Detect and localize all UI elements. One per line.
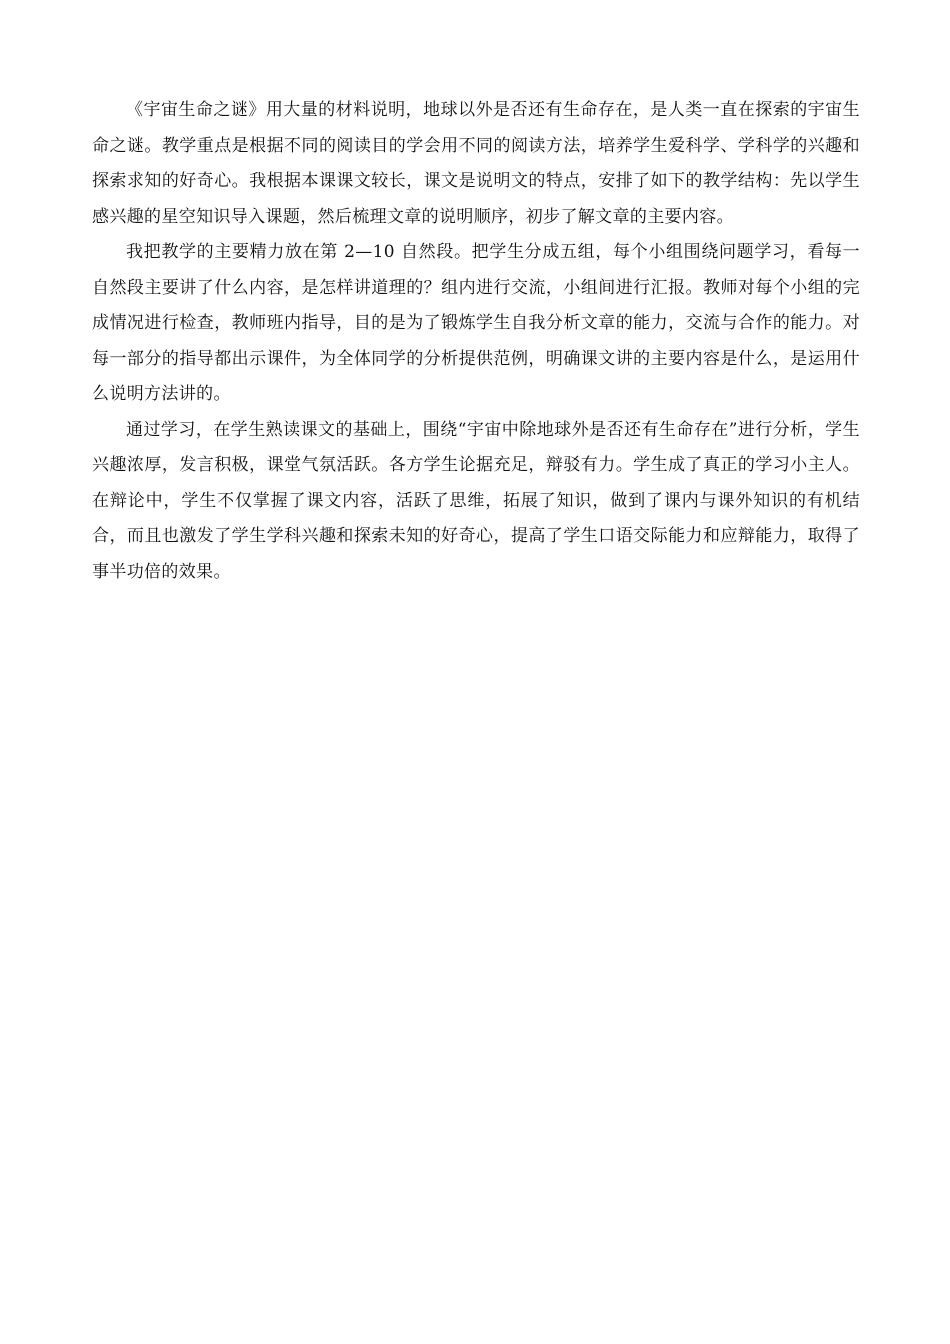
- paragraph-outcome: 通过学习，在学生熟读课文的基础上，围绕“宇宙中除地球外是否还有生命存在”进行分析，学生兴趣浓厚，发言积极，课堂气氛活跃。各方学生论据充足，辩驳有力。学生成了真正的学习小主人。在辩论中，学生不仅掌握了课文内容，活跃了思维，拓展了知识，做到了课内与课外知识的有机结合，而且也激发了学生学科兴趣和探索未知的好奇心，提高了学生口语交际能力和应辩能力，取得了事半功倍的效果。: [92, 419, 860, 582]
- paragraph-teaching-method: 我把教学的主要精力放在第 2—10 自然段。把学生分成五组，每个小组围绕问题学习，看每一自然段主要讲了什么内容，是怎样讲道理的？组内进行交流，小组间进行汇报。教师对每个小组的完成情况进行检查，教师班内指导，目的是为了锻炼学生自我分析文章的能力，交流与合作的能力。对每一部分的指导都出示课件，为全体同学的分析提供范例，明确课文讲的主要内容是什么，是运用什么说明方法讲的。: [92, 242, 860, 404]
- document-body: [92, 93, 860, 590]
- paragraph-intro: 《宇宙生命之谜》用大量的材料说明，地球以外是否还有生命存在，是人类一直在探索的宇宙生命之谜。教学重点是根据不同的阅读目的学会用不同的阅读方法，培养学生爱科学、学科学的兴趣和探索求知的好奇心。我根据本课课文较长，课文是说明文的特点，安排了如下的教学结构：先以学生感兴趣的星空知识导入课题，然后梳理文章的说明顺序，初步了解文章的主要内容。: [92, 100, 860, 227]
